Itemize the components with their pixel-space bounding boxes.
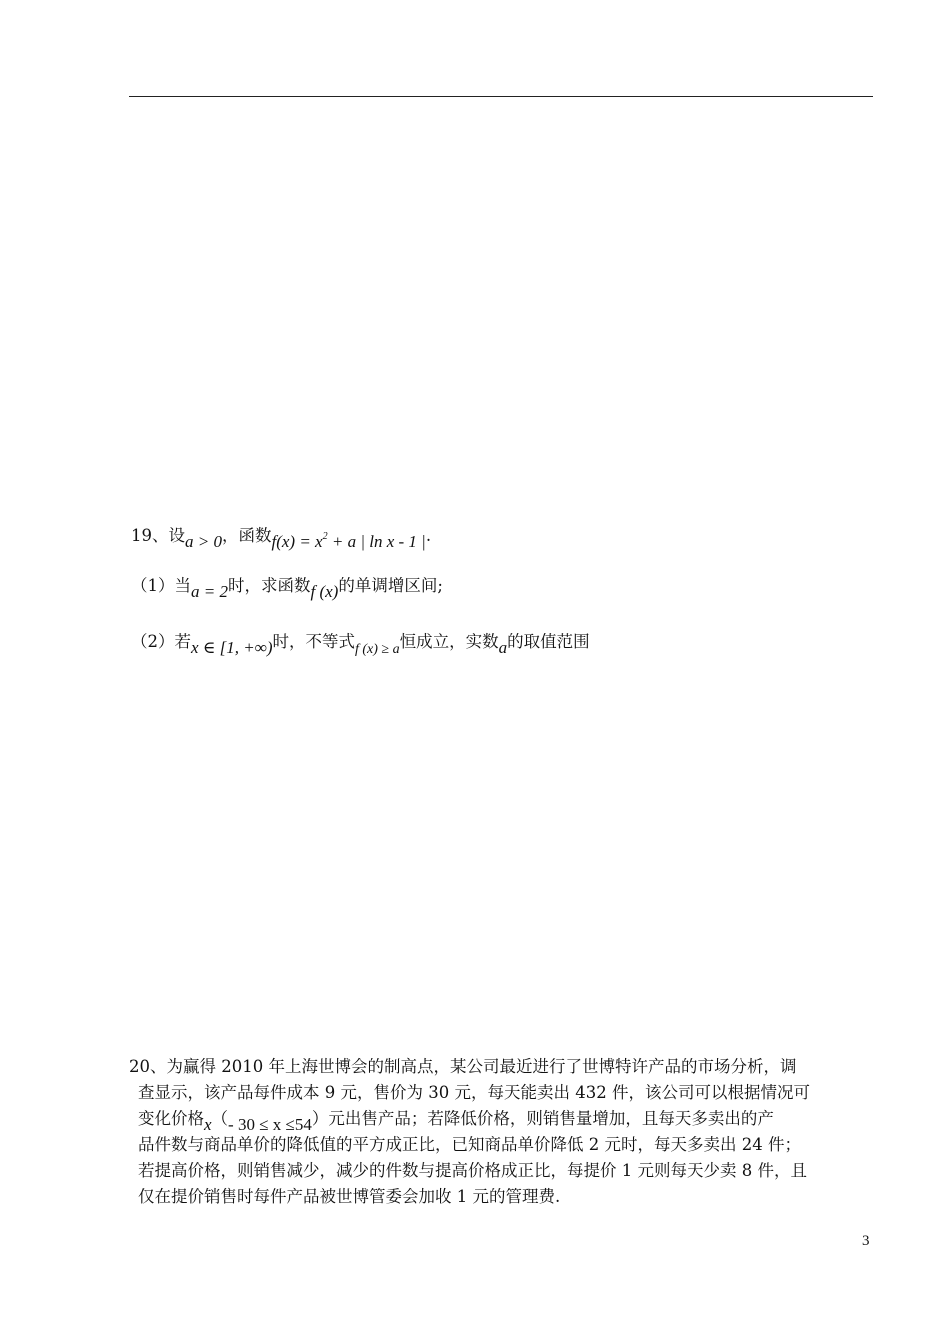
q20-row-5: 若提高价格，则销售减少，减少的件数与提高价格成正比，每提价 1 元则每天少卖 8 件，且 xyxy=(138,1161,807,1180)
q19-part1-function: f (x) xyxy=(310,582,339,601)
q20-range: - 30 ≤ x ≤54 xyxy=(228,1115,312,1134)
q19-lead: 19、设 xyxy=(131,526,185,545)
q19-part2-inequality: f (x) ≥ a xyxy=(355,642,400,657)
q19-part2: （2）若x ∈ [1, +∞)时，不等式$_{f (x) \ge a}$恒成立，实数a的取值范围 xyxy=(131,632,590,657)
q19-function: $f(x) = x^2 + a$ | ln x - 1 | xyxy=(271,531,426,551)
q19-condition: a > 0 xyxy=(185,532,222,551)
q20-row-1: 20、为赢得 2010 年上海世博会的制高点，某公司最近进行了世博特许产品的市场分析，调 xyxy=(129,1057,797,1076)
q20-paragraph xyxy=(129,1054,873,1210)
q19-part2-condition: x ∈ [1, +∞) xyxy=(191,638,273,657)
q20-variable-x: x xyxy=(204,1115,212,1134)
q19-part1-condition: a = 2 xyxy=(191,582,228,601)
page-number: 3 xyxy=(862,1233,870,1249)
q20-row-2: 查显示，该产品每件成本 9 元，售价为 30 元，每天能卖出 432 件，该公司可以根据情况可 xyxy=(138,1083,810,1102)
q19-end: . xyxy=(425,526,432,545)
q19-part2-a: a xyxy=(498,638,508,657)
q20-row-6: 仅在提价销售时每件产品被世博管委会加收 1 元的管理费. xyxy=(138,1187,561,1206)
q19-part1: （1）当a = 2时，求函数f (x)的单调增区间; xyxy=(131,576,443,601)
q19-stem xyxy=(131,520,432,551)
q19-mid: ，函数 xyxy=(221,526,272,545)
header-rule xyxy=(129,96,873,97)
q20-row-4: 品件数与商品单价的降低值的平方成正比，已知商品单价降低 2 元时，每天多卖出 24 件； xyxy=(138,1135,801,1154)
q20-row-3: 变化价格x（- 30 ≤ x ≤54）元出售产品；若降低价格，则销售量增加，且每天多卖出的产 xyxy=(138,1109,774,1134)
